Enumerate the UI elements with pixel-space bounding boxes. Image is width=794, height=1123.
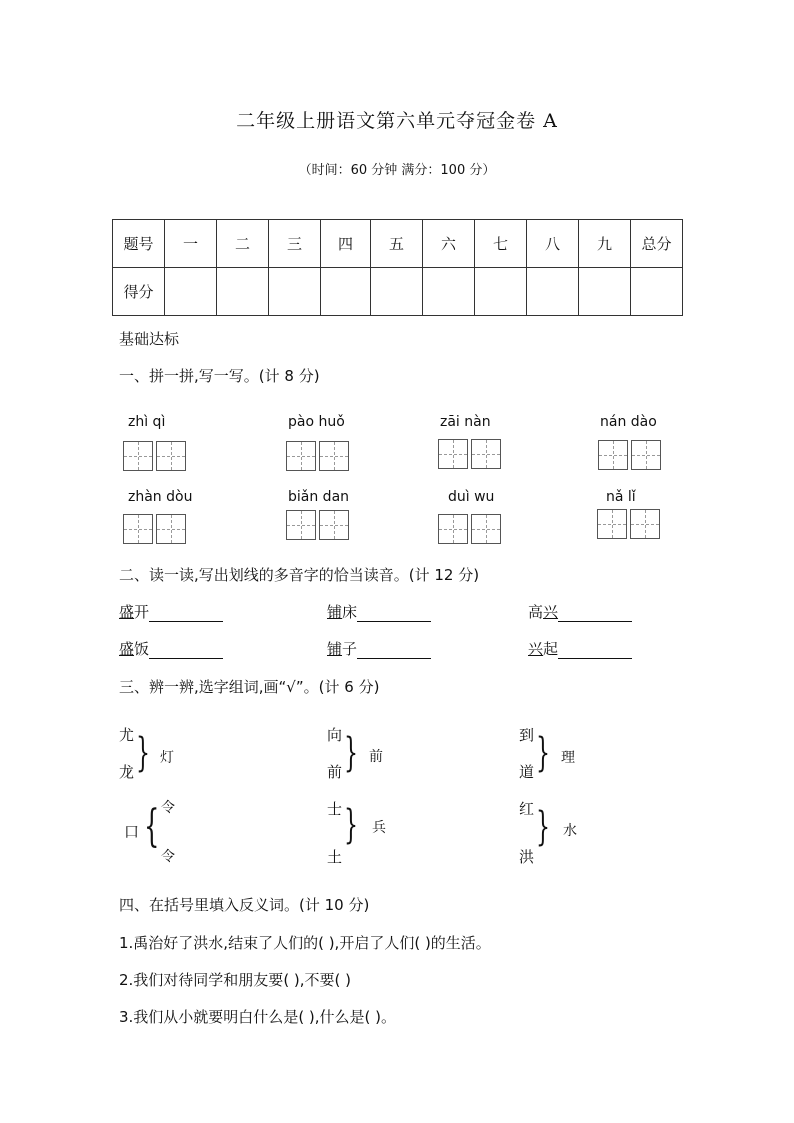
answer-blank[interactable] [357,605,431,622]
writing-grid[interactable] [598,440,661,470]
score-input-cell[interactable] [165,268,217,316]
word-char: 前 [369,749,383,765]
fill-blank-line[interactable]: 3.我们从小就要明白什么是( ),什么是( )。 [119,1008,397,1026]
pinyin-label: zhàn dòu [128,489,193,505]
pinyin-label: duì wu [448,489,495,505]
writing-grid[interactable] [286,510,349,540]
brace-right: } [136,730,150,776]
question-2-heading: 二、读一读,写出划线的多音字的恰当读音。(计 12 分) [119,566,480,584]
polyphone-item: 盛饭 [119,638,223,659]
word-char: 水 [563,823,577,839]
table-cell: 题号 [113,220,165,268]
fill-blank-line[interactable]: 2.我们对待同学和朋友要( ),不要( ) [119,971,352,989]
question-1-heading: 一、拼一拼,写一写。(计 8 分) [119,367,320,385]
table-cell: 七 [475,220,527,268]
writing-grid[interactable] [286,441,349,471]
score-input-cell[interactable] [631,268,683,316]
word-char: 理 [561,750,575,766]
choice-char[interactable]: 向 [327,726,343,744]
answer-blank[interactable] [149,642,223,659]
table-cell: 六 [423,220,475,268]
exam-time-info: （时间：60 分钟 满分：100 分） [298,163,496,178]
table-cell: 八 [527,220,579,268]
choice-char[interactable]: 洪 [519,848,535,866]
brace-left: { [144,801,160,852]
answer-blank[interactable] [357,642,431,659]
pinyin-label: zhì qì [128,414,166,430]
brace-right: } [344,730,358,776]
answer-blank[interactable] [149,605,223,622]
choice-char[interactable]: 到 [519,726,535,744]
score-input-cell[interactable] [321,268,371,316]
section-heading: 基础达标 [119,330,180,348]
word-char: 灯 [160,750,174,766]
page-title: 二年级上册语文第六单元夺冠金卷 A [236,110,558,132]
answer-blank[interactable] [558,642,632,659]
table-cell: 二 [217,220,269,268]
pinyin-label: pào huǒ [288,414,345,430]
writing-grid[interactable] [438,514,501,544]
table-cell: 五 [371,220,423,268]
choice-char[interactable]: 尤 [119,726,135,744]
polyphone-item: 铺子 [327,638,431,659]
choice-char[interactable]: 令 [161,849,175,865]
choice-char[interactable]: 令 [161,800,175,816]
choice-char[interactable]: 士 [327,800,343,818]
pinyin-label: nán dào [600,414,657,430]
pinyin-label: biǎn dan [288,489,350,505]
word-char: 口 [124,823,140,841]
choice-char[interactable]: 前 [327,763,343,781]
brace-right: } [344,802,358,848]
writing-grid[interactable] [438,439,501,469]
writing-grid[interactable] [597,509,660,539]
table-cell: 一 [165,220,217,268]
score-input-cell[interactable] [527,268,579,316]
choice-char[interactable]: 道 [519,763,535,781]
question-4-heading: 四、在括号里填入反义词。(计 10 分) [119,896,370,914]
writing-grid[interactable] [123,514,186,544]
brace-right: } [536,804,550,850]
table-cell: 四 [321,220,371,268]
table-cell: 得分 [113,268,165,316]
score-input-cell[interactable] [217,268,269,316]
score-input-cell[interactable] [371,268,423,316]
table-row [113,268,683,316]
score-input-cell[interactable] [423,268,475,316]
table-cell: 九 [579,220,631,268]
table-row [113,220,683,268]
choice-char[interactable]: 红 [519,800,535,818]
choice-char[interactable]: 土 [327,848,343,866]
table-cell: 三 [269,220,321,268]
question-3-heading: 三、辨一辨,选字组词,画“√”。(计 6 分) [119,678,380,696]
score-input-cell[interactable] [579,268,631,316]
writing-grid[interactable] [123,441,186,471]
polyphone-item: 兴起 [528,638,632,659]
pinyin-label: nǎ lǐ [606,489,636,505]
brace-right: } [536,730,550,776]
score-input-cell[interactable] [475,268,527,316]
choice-char[interactable]: 龙 [119,763,135,781]
polyphone-item: 盛开 [119,601,223,622]
fill-blank-line[interactable]: 1.禹治好了洪水,结束了人们的( ),开启了人们( )的生活。 [119,934,491,952]
word-char: 兵 [372,820,386,836]
answer-blank[interactable] [558,605,632,622]
pinyin-label: zāi nàn [440,414,491,430]
polyphone-item: 铺床 [327,601,431,622]
score-input-cell[interactable] [269,268,321,316]
polyphone-item: 高兴 [528,601,632,622]
score-table [112,219,683,316]
table-cell: 总分 [631,220,683,268]
